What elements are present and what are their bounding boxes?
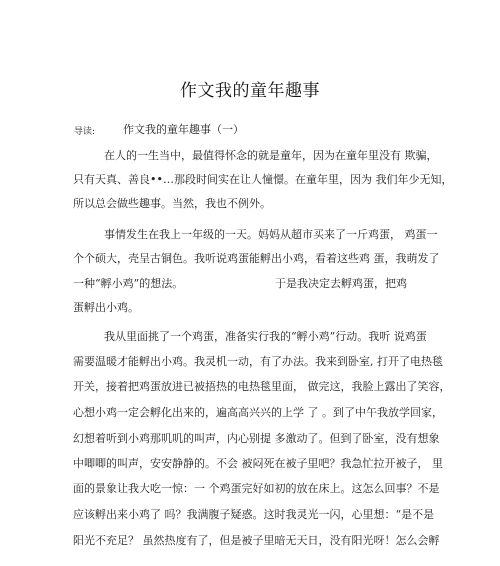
body-line: 面的景象让我大吃一惊：一 个鸡蛋完好如初的放在床上。这怎么回事？不是: [73, 482, 440, 495]
body-line: 个个硕大，壳呈古铜色。我听说鸡蛋能孵出小鸡，看着这些鸡 蛋，我萌发了: [73, 252, 440, 265]
body-line: 所以总会做些趣事。当然，我也不例外。: [73, 197, 271, 210]
body-line: 蛋孵出小鸡。: [73, 301, 139, 314]
body-line: 开关，接着把鸡蛋放进已被捂热的电热毯里面， 做完这，我脸上露出了笑容，: [73, 380, 451, 393]
body-line: 事情发生在我上一年级的一天。妈妈从超市买来了一斤鸡蛋， 鸡蛋一: [104, 228, 438, 241]
document-title: 作文我的童年趣事: [180, 81, 320, 101]
body-line: 应该孵出来小鸡了 吗？我满腹子疑惑。这时我灵光一闪，心里想：“是不是: [73, 508, 435, 521]
body-line: 一种“孵小鸡”的想法。: [73, 277, 184, 290]
body-line: 幻想着听到小鸡那叽叽的叫声，内心别提 多激动了。但到了卧室，没有想象: [73, 432, 440, 445]
body-line: 只有天真、善良••…那段时间实在让人憧憬。在童年里，因为 我们年少无知，: [73, 173, 453, 186]
body-line: 心想小鸡一定会孵化出来的，遍高高兴兴的上学 了 。到了中午我放学回家，: [73, 406, 443, 419]
guide-label: 导读:: [74, 127, 96, 137]
body-line: 于是我决定去孵鸡蛋，把鸡: [275, 277, 407, 290]
body-line: 在人的一生当中，最值得怀念的就是童年，因为在童年里没有 欺骗，: [104, 149, 438, 162]
body-line: 中唧唧的叫声，安安静静的。不会 被闷死在被子里吧？我急忙拉开被子， 里: [73, 457, 443, 470]
body-line: 需要温暖才能孵出小鸡。我灵机一动，有了办法。我来到卧室, 打开了电热毯: [73, 355, 443, 368]
body-line: 我从里面挑了一个鸡蛋，准备实行我的“孵小鸡”行动。我听 说鸡蛋: [104, 330, 427, 343]
body-line: 阳光不充足？ 虽然热度有了，但是被子里暗无天日，没有阳光呀！怎么会孵: [73, 534, 440, 547]
guide-subtitle: 作文我的童年趣事（一）: [123, 123, 244, 136]
